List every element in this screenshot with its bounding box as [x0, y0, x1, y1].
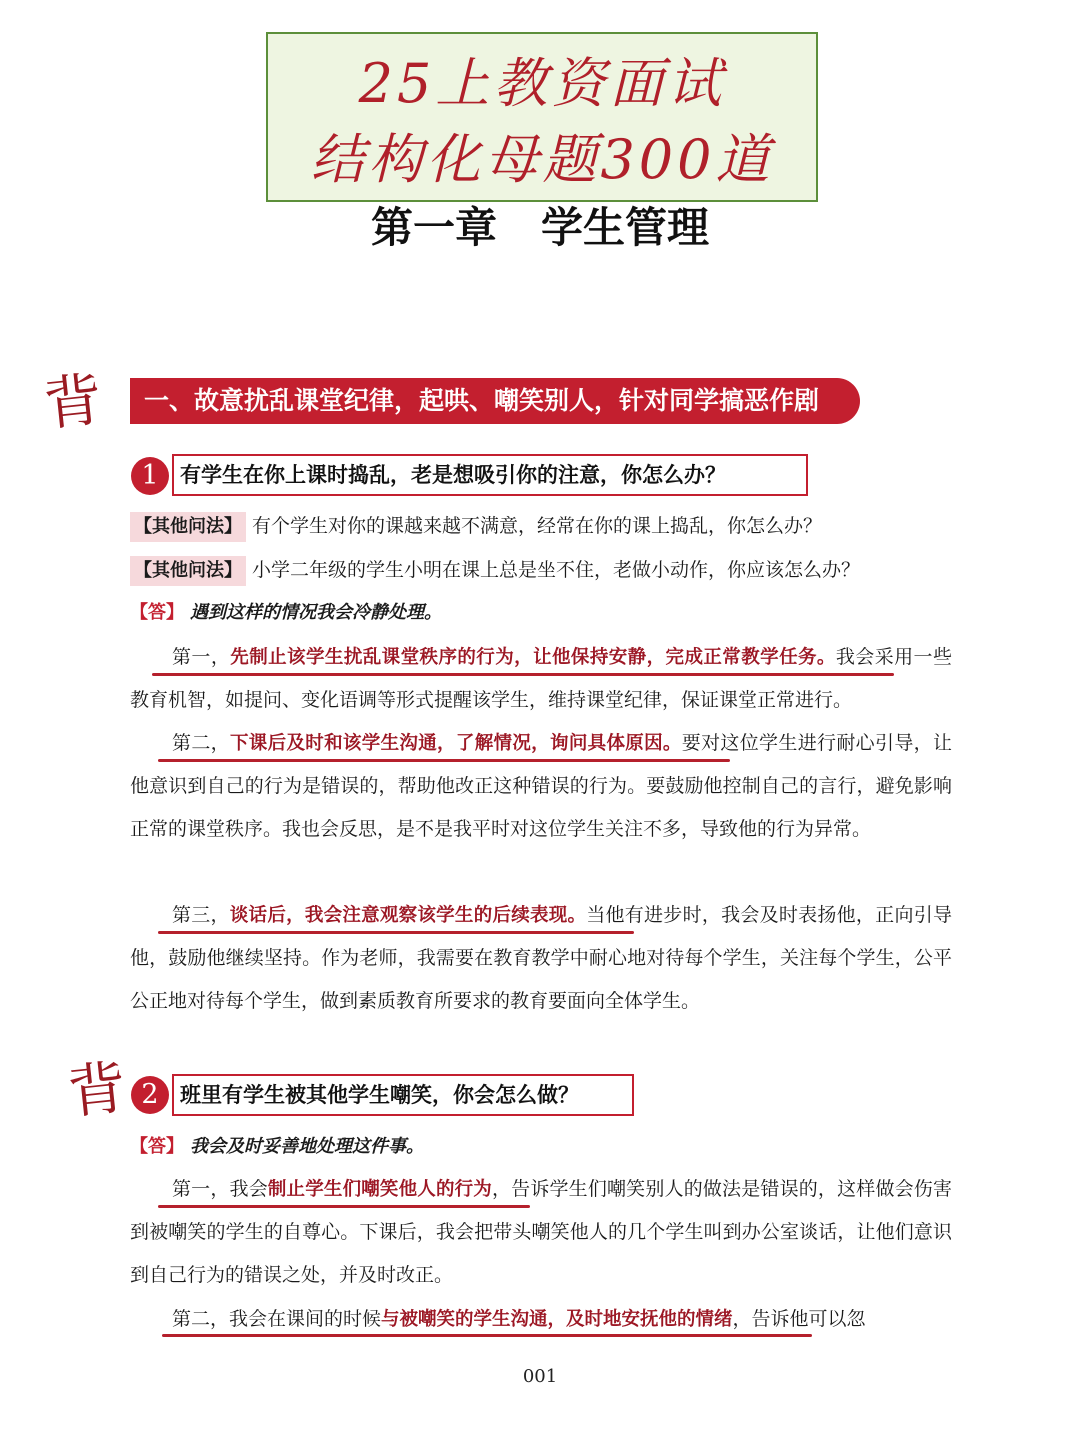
answer-intro-text: 遇到这样的情况我会冷静处理。 — [190, 602, 443, 623]
chapter-label: 第一章 — [370, 203, 497, 252]
answer-intro-2 — [130, 1132, 424, 1161]
banner-title-line-1: 25上教资面试 — [358, 52, 726, 115]
banner-title-line-2: 结构化母题300道 — [310, 128, 774, 191]
paragraph-lead: 第一，我会 — [172, 1178, 268, 1200]
answer-intro-1 — [130, 598, 442, 627]
title-banner — [266, 32, 818, 202]
alt-question-tag: 【其他问法】 — [130, 512, 246, 542]
question-number-badge: 1 — [131, 457, 169, 495]
paragraph-body: 当他有进步时，我会及时表扬他，正向引导他，鼓励他继续坚持。作为老师，我需要在教育教学中耐心地对待每个学生，关注每个学生，公平公正地对待每个学生，做到素质教育所要求的教育要面向全体学生。 — [130, 904, 952, 1012]
memorize-mark-1: 背 — [40, 365, 106, 439]
chapter-heading — [0, 198, 1080, 258]
alt-question-1 — [130, 512, 822, 542]
answer-tag: 【答】 — [130, 602, 184, 623]
answer-paragraph — [130, 1168, 952, 1297]
paragraph-body: ，告诉学生们嘲笑别人的做法是错误的，这样做会伤害到被嘲笑的学生的自尊心。下课后，我会把带头嘲笑他人的几个学生叫到办公室谈话，让他们意识到自己行为的错误之处，并及时改正。 — [130, 1178, 952, 1286]
question-1-box: 有学生在你上课时捣乱，老是想吸引你的注意，你怎么办？ — [172, 454, 808, 496]
underline-stroke — [158, 1205, 530, 1208]
answer-paragraph — [130, 894, 952, 1023]
key-point-highlight: 谈话后，我会注意观察该学生的后续表现。 — [229, 905, 587, 926]
alt-question-tag: 【其他问法】 — [130, 556, 246, 586]
paragraph-lead: 第二，我会在课间的时候 — [172, 1308, 382, 1330]
key-point-highlight: 制止学生们嘲笑他人的行为 — [267, 1179, 492, 1200]
underline-stroke — [162, 1334, 812, 1337]
underline-stroke — [152, 673, 894, 676]
alt-question-text: 有个学生对你的课越来越不满意，经常在你的课上捣乱，你怎么办？ — [252, 515, 823, 537]
paragraph-body: 要对这位学生进行耐心引导，让他意识到自己的行为是错误的，帮助他改正这种错误的行为。要鼓励他控制自己的言行，避免影响正常的课堂秩序。我也会反思，是不是我平时对这位学生关注不多，导致他的行为异常。 — [130, 732, 952, 840]
answer-intro-text: 我会及时妥善地处理这件事。 — [190, 1136, 425, 1157]
answer-paragraph — [130, 722, 952, 851]
answer-paragraph — [130, 636, 952, 722]
key-point-highlight: 先制止该学生扰乱课堂秩序的行为，让他保持安静，完成正常教学任务。 — [230, 647, 836, 668]
answer-tag: 【答】 — [130, 1136, 184, 1157]
alt-question-2 — [130, 556, 860, 586]
alt-question-text: 小学二年级的学生小明在课上总是坐不住，老做小动作，你应该怎么办？ — [252, 559, 861, 581]
chapter-title: 学生管理 — [541, 203, 710, 252]
key-point-highlight: 下课后及时和该学生沟通，了解情况，询问具体原因。 — [229, 733, 682, 754]
memorize-mark-2: 背 — [64, 1053, 130, 1127]
section-heading: 一、故意扰乱课堂纪律，起哄、嘲笑别人，针对同学搞恶作剧 — [130, 378, 860, 424]
paragraph-body: 我会采用一些教育机智，如提问、变化语调等形式提醒该学生，维持课堂纪律，保证课堂正常进行。 — [130, 646, 952, 711]
key-point-highlight: 与被嘲笑的学生沟通，及时地安抚他的情绪 — [381, 1309, 733, 1330]
underline-stroke — [158, 759, 730, 762]
question-number-badge: 2 — [131, 1076, 169, 1114]
paragraph-lead: 第一， — [172, 646, 231, 668]
underline-stroke — [158, 931, 634, 934]
paragraph-lead: 第二， — [172, 732, 230, 754]
paragraph-body: ，告诉他可以忽 — [732, 1308, 866, 1330]
page-number: 001 — [522, 1366, 558, 1387]
question-2-box: 班里有学生被其他学生嘲笑，你会怎么做？ — [172, 1074, 634, 1116]
paragraph-lead: 第三， — [172, 904, 230, 926]
